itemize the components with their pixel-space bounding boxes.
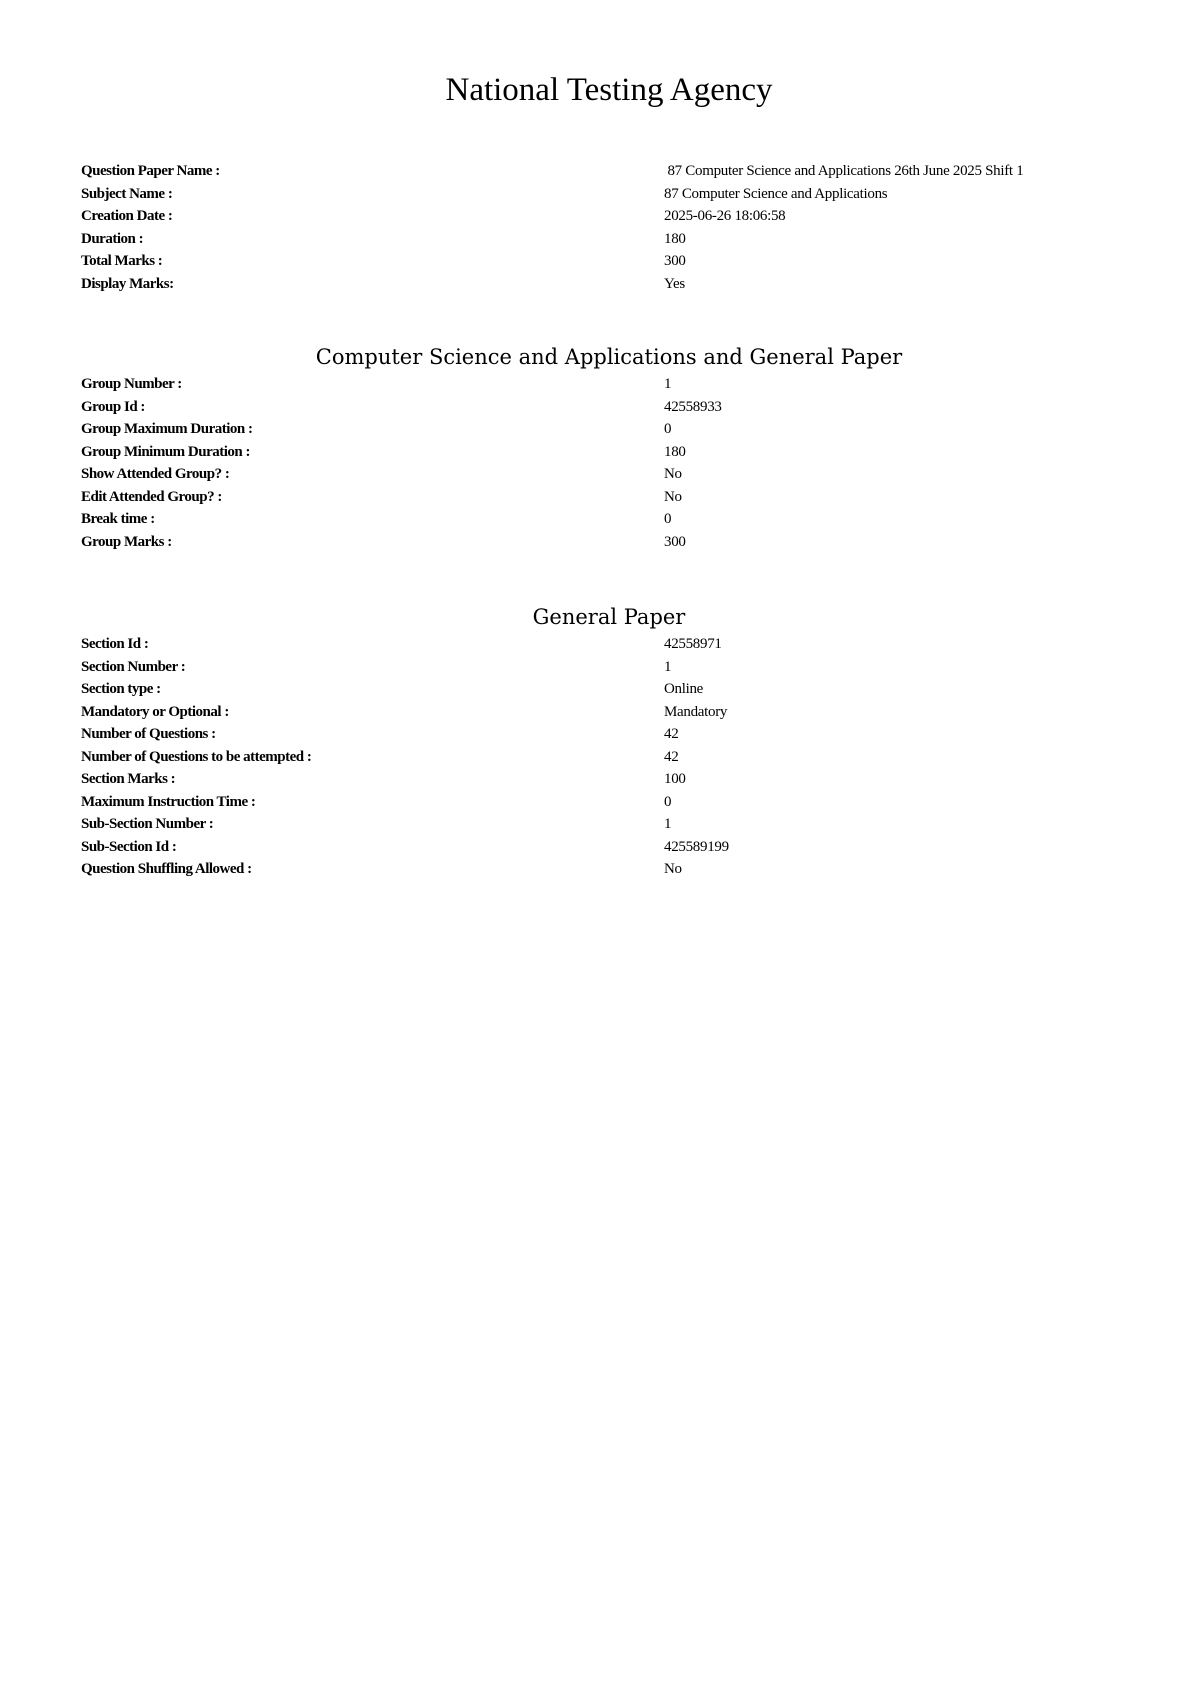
info-label: Show Attended Group? : [81, 466, 230, 482]
info-label: Total Marks : [81, 253, 163, 269]
section-info-row [81, 701, 729, 724]
group-info-rows [81, 373, 722, 553]
group-info-row [81, 463, 722, 486]
group-info-row [81, 396, 722, 419]
info-value: 300 [664, 253, 686, 269]
group-info-row [81, 373, 722, 396]
group-info-row [81, 508, 722, 531]
info-label: Duration : [81, 230, 144, 247]
info-label: Break time : [81, 511, 155, 527]
info-label: Group Minimum Duration : [81, 443, 250, 460]
paper-info-row [81, 273, 1023, 296]
paper-info-row [81, 228, 1023, 251]
group-info-row [81, 441, 722, 464]
section-info-row [81, 656, 729, 679]
info-value: 2025-06-26 18:06:58 [664, 208, 786, 224]
info-label: Section Number : [81, 658, 186, 675]
info-label: Number of Questions : [81, 726, 216, 742]
group-info-table [81, 373, 722, 553]
section-info-row [81, 813, 729, 836]
info-label: Subject Name : [81, 185, 173, 202]
page-title: National Testing Agency [445, 72, 773, 108]
info-label: Section Marks : [81, 771, 176, 787]
section-info-rows [81, 633, 729, 881]
info-value: 42558933 [664, 398, 722, 415]
section-info-row [81, 678, 729, 701]
section-info-table [81, 633, 729, 881]
group-info-row [81, 531, 722, 554]
info-label: Section Id : [81, 636, 149, 652]
info-value: 42 [664, 748, 679, 765]
info-value: 1 [664, 658, 672, 675]
section-heading: General Paper [532, 605, 686, 629]
paper-info-rows [81, 160, 1023, 295]
section-info-row [81, 768, 729, 791]
info-value: 87 Computer Science and Applications 26th June 2025 Shift 1 [664, 163, 1024, 179]
info-value: No [664, 861, 682, 877]
info-value: 180 [664, 230, 686, 247]
info-label: Question Shuffling Allowed : [81, 861, 252, 877]
info-value: 87 Computer Science and Applications [664, 185, 888, 202]
section-info-row [81, 746, 729, 769]
info-value: 42 [664, 726, 679, 742]
paper-info-row [81, 205, 1023, 228]
info-label: Group Number : [81, 376, 182, 392]
info-value: No [664, 488, 682, 505]
paper-info-row [81, 183, 1023, 206]
info-value: Online [664, 681, 704, 697]
info-label: Sub-Section Number : [81, 816, 214, 832]
info-label: Mandatory or Optional : [81, 703, 229, 720]
info-value: Yes [664, 275, 685, 292]
info-label: Display Marks: [81, 275, 174, 292]
section-info-row [81, 836, 729, 859]
section-info-row [81, 633, 729, 656]
info-value: Mandatory [664, 703, 728, 720]
paper-info-row [81, 250, 1023, 273]
section-info-row [81, 791, 729, 814]
info-value: 180 [664, 443, 686, 460]
info-value: 42558971 [664, 636, 722, 652]
info-label: Number of Questions to be attempted : [81, 748, 312, 765]
group-heading: Computer Science and Applications and General Paper [315, 345, 903, 369]
group-info-row [81, 486, 722, 509]
section-info-row [81, 723, 729, 746]
info-value: 0 [664, 511, 672, 527]
info-value: 0 [664, 421, 672, 437]
info-value: 1 [664, 816, 672, 832]
info-label: Group Marks : [81, 533, 172, 550]
info-label: Group Maximum Duration : [81, 421, 253, 437]
info-label: Sub-Section Id : [81, 838, 177, 855]
info-label: Creation Date : [81, 208, 173, 224]
info-label: Maximum Instruction Time : [81, 793, 256, 810]
info-label: Group Id : [81, 398, 145, 415]
info-value: 425589199 [664, 838, 729, 855]
group-info-row [81, 418, 722, 441]
info-label: Section type : [81, 681, 161, 697]
info-label: Question Paper Name : [81, 163, 220, 179]
paper-info-row [81, 160, 1023, 183]
info-value: 0 [664, 793, 672, 810]
info-value: No [664, 466, 682, 482]
info-label: Edit Attended Group? : [81, 488, 222, 505]
info-value: 300 [664, 533, 686, 550]
info-value: 1 [664, 376, 672, 392]
info-value: 100 [664, 771, 686, 787]
paper-info-table [81, 160, 1023, 295]
section-info-row [81, 858, 729, 881]
